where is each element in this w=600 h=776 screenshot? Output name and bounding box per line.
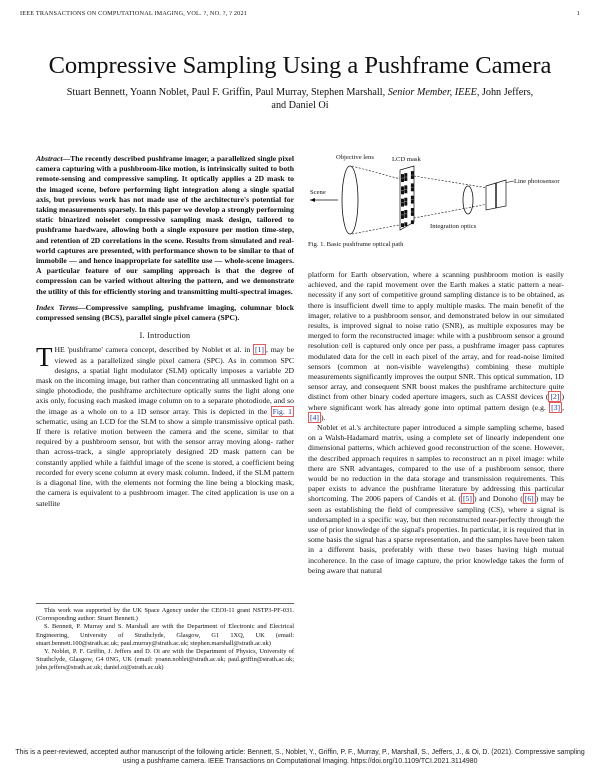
mask-cell (404, 177, 407, 181)
left-column (36, 154, 294, 509)
index-terms-label: Index Terms (36, 302, 78, 312)
mask-cell (401, 215, 404, 219)
mask-cell (411, 196, 414, 200)
footnotes (36, 603, 294, 673)
mask-cell (404, 210, 407, 214)
objective-lens (342, 166, 358, 234)
mask-cell (401, 203, 404, 207)
mask-cell (411, 171, 414, 175)
mask-cell (401, 178, 404, 182)
author-membership: Senior Member, IEEE (387, 87, 477, 98)
mask-cell (404, 190, 407, 194)
citation-link-4[interactable]: [4] (310, 412, 319, 422)
footnote-affiliation-1: S. Bennett, P. Murray and S. Marshall are with the Department of Electronic and Electrical Engineering, University of Strathclyde, Glasgow, G1 1XQ, UK (email: stuart.bennett.100@strath.ac.uk; paul.murray@strath.ac.uk; stephen.marshall@strath.ac.uk) (36, 623, 294, 647)
mask-cell (411, 208, 414, 212)
mask-cell (401, 191, 404, 195)
figure-link[interactable]: Fig. 1 (272, 406, 292, 416)
right-column (308, 270, 564, 576)
intro-text-a: HE 'pushframe' camera concept, described by Noblet et al. in (54, 345, 254, 355)
pushframe-diagram (308, 148, 564, 256)
paper-title: Compressive Sampling Using a Pushframe Camera (48, 52, 552, 79)
right-paragraph-1 (308, 270, 564, 423)
mask-cell (404, 202, 407, 206)
mask-cell (411, 220, 414, 224)
right-text-1-end: ). (320, 412, 326, 422)
running-header (20, 10, 580, 17)
mask-cell (404, 173, 407, 177)
mask-cell (401, 174, 404, 178)
right-paragraph-2 (308, 423, 564, 576)
mask-cell (401, 186, 404, 190)
label-line-photosensor: Line photosensor (514, 178, 560, 185)
right-text-1b: ) where significant work has already gone into optimal pattern design (e.g. (308, 392, 564, 412)
intro-text-c: schematic, using an LCD for the SLM to show a simple transmissive optical path. If there is relative motion between the camera and the scene, similar to that required by a pushbroom sensor, but with the sensor array moving along- rather than across-track, a single appropriately designed 2D mask pattern can be constantly applied while a faithful image of the scene is stored, a coefficient being recorded for every scene column at every mask column. Indeed, if the SLM pattern is a diagonal line, with the elements not forming the line being a blocking mask, the camera is equivalent to a pushbroom imager. The cited application is use on a satellite (36, 416, 294, 508)
integration-optics (463, 186, 473, 214)
mask-cell (411, 212, 414, 216)
figure-caption: Fig. 1. Basic pushframe optical path (308, 241, 404, 248)
ray-top (352, 166, 404, 180)
mask-cell (401, 211, 404, 215)
label-integration-optics: Integration optics (430, 223, 477, 230)
manuscript-footer: This is a peer-reviewed, accepted author manuscript of the following article: Bennett, S., Noblet, Y., Griffin, P. F., Murray, P., Marshall, S., Jeffers, J., & Oi, D. (2021). Compressive sampling using a pushframe camera. IEEE Transactions on Computational Imaging. https://doi.org/10.1109/TCI.2021.3114980 (15, 749, 585, 765)
page-number: 1 (576, 10, 580, 17)
citation-link-5[interactable]: [5] (463, 494, 472, 504)
right-text-1: platform for Earth observation, where a scanning pushbroom motion is easily achieved, and the rapid movement over the Earth makes a static pattern a near-necessity if any sort of competitive ground sampling distance is to be obtained, as there is insufficient dwell time to apply multiple masks. The main benefit of the imager, relative to a pushbroom sensor, and demonstrated below in our simulated results, is improved signal to noise ratio (SNR), as multiple exposures may be merged to form the reconstructed image: while with a pushbroom sensor a ground resolution cell is captured only once per pass, a pushframe imager pass captures modulated data for the cell in each pixel of the array, and for read-noise limited sensors (common at non-visible wavelengths) combining these multiple measurements significantly improves the output SNR. This optical summation, 1D sensor array, and consequent SNR boost makes the pushframe architecture quite distinct from other binary coded aperture imagers, such as CASSI devices ( (308, 270, 564, 402)
mask-cell (411, 200, 414, 204)
mask-cell (404, 222, 407, 226)
right-text-2b: ) and Donoho ( (473, 494, 523, 504)
label-scene: Scene (310, 189, 326, 196)
right-text-2c: ) may be seen as establishing the field of compressive sampling (CS), where a signal is undersampled in a specific way, but then reconstructed near-perfectly through the use of prior knowledge of the signal's properties. In particular, it is required that in some basis the signal has a sparse representation, and the samples have been taken in a different basis, preferably with these two bases having high mutual incoherence. In the case of image capture, the prior knowledge takes the form of being aware that natural (308, 494, 564, 575)
author-list (30, 86, 570, 112)
mask-cell (404, 198, 407, 202)
label-lcd-mask: LCD mask (392, 156, 421, 163)
section-heading: I. Introduction (139, 331, 191, 341)
mask-cell (404, 185, 407, 189)
ray-bottom (352, 224, 404, 234)
mask-cell (411, 183, 414, 187)
intro-paragraph (36, 342, 294, 508)
footnote-affiliation-2: Y. Noblet, P. F. Griffin, J. Jeffers and D. Oi are with the Department of Physics, University of Strathclyde, Glasgow, G4 0NG, UK (email: yoann.noblet@strath.ac.uk; paul.griffin@strath.ac.uk; john.jeffers@strath.ac.uk; daniel.oi@strath.ac.uk) (36, 648, 294, 672)
mask-cell (401, 223, 404, 227)
authors-line1: Stuart Bennett, Yoann Noblet, Paul F. Griffin, Paul Murray, Stephen Marshall, (66, 87, 386, 98)
citation-link-2[interactable]: [2] (550, 392, 560, 402)
intro-text-b: , may be viewed as a parallelized single pixel camera (SPC). As in common SPC designs, a spatial light modulator (SLM) optically imposes a variable 2D mask on the incoming image, but rather than concentrating all unmasked light on a single photodiode, the pushframe architecture optically sums the light along one axis only, focusing each masked image column on to a separate photodiode, and so the image as a whole on to a 1D sensor array. This is depicted in the (36, 345, 294, 416)
label-objective-lens: Objective lens (336, 154, 374, 161)
cone-top (414, 176, 488, 188)
citation-link-1[interactable]: [1] (255, 345, 264, 355)
mask-cell (401, 199, 404, 203)
authors-line1-end: , John Jeffers, (476, 87, 534, 98)
journal-header: IEEE TRANSACTIONS ON COMPUTATIONAL IMAGING, VOL. ?, NO. ?, ? 2021 (20, 10, 248, 17)
lcd-mask (400, 166, 414, 230)
mask-cell (411, 188, 414, 192)
right-text-sep: , (562, 402, 564, 412)
footnote-funding: This work was supported by the UK Space Agency under the CEOI-11 grant NSTP3-PF-031. (Corresponding author: Stuart Bennett.) (36, 607, 294, 623)
cone-bottom (414, 204, 488, 218)
authors-line2: and Daniel Oi (271, 100, 329, 111)
mask-cell (411, 175, 414, 179)
drop-cap: T (36, 342, 53, 373)
abstract-label: Abstract (36, 154, 63, 163)
citation-link-6[interactable]: [6] (524, 494, 534, 504)
abstract-text: —The recently described pushframe imager, a parallelized single pixel camera capturing with a pushbroom-like motion, is intrinsically suited to both remote-sensing and compressive sampling. It optically applies a 2D mask to the imaged scene, before performing light integration along a single spatial axis, but previous work has not made use of the architecture's potential for taking measurements sparsely. In this paper we develop a strongly performing static binarized noiselet compressive sampling mask design, tailored to pushframe hardware, allowing both a single exposure per motion time-step, and retention of 2D correlations in the scene. Results from simulated and real-world captures are presented, with performance shown to be similar to that of immobile — and hence inappropriate for satellite use — whole-scene imagers. A particular feature of our sampling approach is that the degree of compression can be varied without altering the pattern, and we demonstrate the utility of this for efficiently storing and transmitting multi-spectral images. (36, 154, 294, 296)
right-text-2a: Noblet et al.'s architecture paper introduced a simple sampling scheme, based on a Walsh-Hadamard matrix, using a complete set of linearly independent one dimensional patterns, which achieved good reconstruction of the scene. However, the described approach requires n samples to reconstruct an n pixel image: while there are SNR advantages, compared to the use of a pushbroom sensor, there would be no reduction in the data storage and transmission requirements. This paper exists to advance the pushframe literature by addressing this particular shortcoming. The 2006 papers of Candès et al. ( (308, 423, 564, 504)
index-terms-text: —Compressive sampling, pushframe imaging, columnar block compressed sensing (BCS), parallel single pixel camera (SPC). (36, 302, 294, 323)
scene-arrowhead (310, 198, 315, 202)
index-terms (36, 303, 294, 323)
mask-cell (404, 214, 407, 218)
abstract (36, 154, 294, 297)
citation-link-3[interactable]: [3] (551, 402, 561, 412)
